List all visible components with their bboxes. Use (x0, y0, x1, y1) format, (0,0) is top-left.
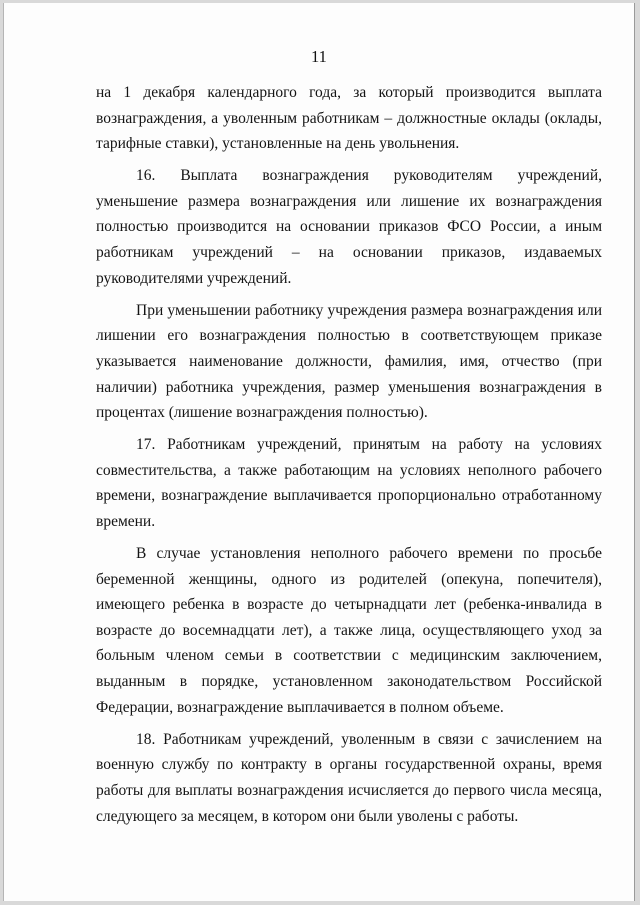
paragraph-continuation: на 1 декабря календарного года, за который производится выплата вознаграждения, а уволенным работникам – должностные оклады (оклады, тарифные ставки), установленные на день увольнения. (96, 84, 602, 153)
paragraph-part-time-exception: В случае установления неполного рабочего времени по просьбе беременной женщины, одного из родителей (опекуна, попечителя), имеющего ребенка в возрасте до четырнадцати лет (ребенка-инвалида в возрасте до восемнадцати лет), а также лица, осуществляющего уход за больным членом семьи в соответствии с медицинским заключением, выданным в порядке, установленном законодательством Российской Федерации, вознаграждение выплачивается в полном объеме. (96, 545, 602, 716)
paragraph-item-18: 18. Работникам учреждений, уволенным в связи с зачислением на военную службу по контракту в органы государственной охраны, время работы для выплаты вознаграждения исчисляется до первого числа месяца, следующего за месяцем, в котором они были уволены с работы. (96, 730, 602, 825)
paragraph-reduction-order: При уменьшении работнику учреждения размера вознаграждения или лишении его вознаграждения полностью в соответствующем приказе указывается наименование должности, фамилия, имя, отчество (при наличии) работника учреждения, размер уменьшения вознаграждения в процентах (лишение вознаграждения полностью). (96, 301, 602, 422)
document-body (96, 80, 602, 836)
document-page (3, 3, 635, 901)
paragraph-item-16: 16. Выплата вознаграждения руководителям учреждений, уменьшение размера вознаграждения или лишение их вознаграждения полностью производится на основании приказов ФСО России, а иным работникам учреждений – на основании приказов, издаваемых руководителями учреждений. (96, 167, 602, 287)
paragraph-item-17: 17. Работникам учреждений, принятым на работу на условиях совместительства, а также работающим на условиях неполного рабочего времени, вознаграждение выплачивается пропорционально отработанному времени. (96, 436, 602, 530)
page-number: 11 (311, 47, 327, 66)
